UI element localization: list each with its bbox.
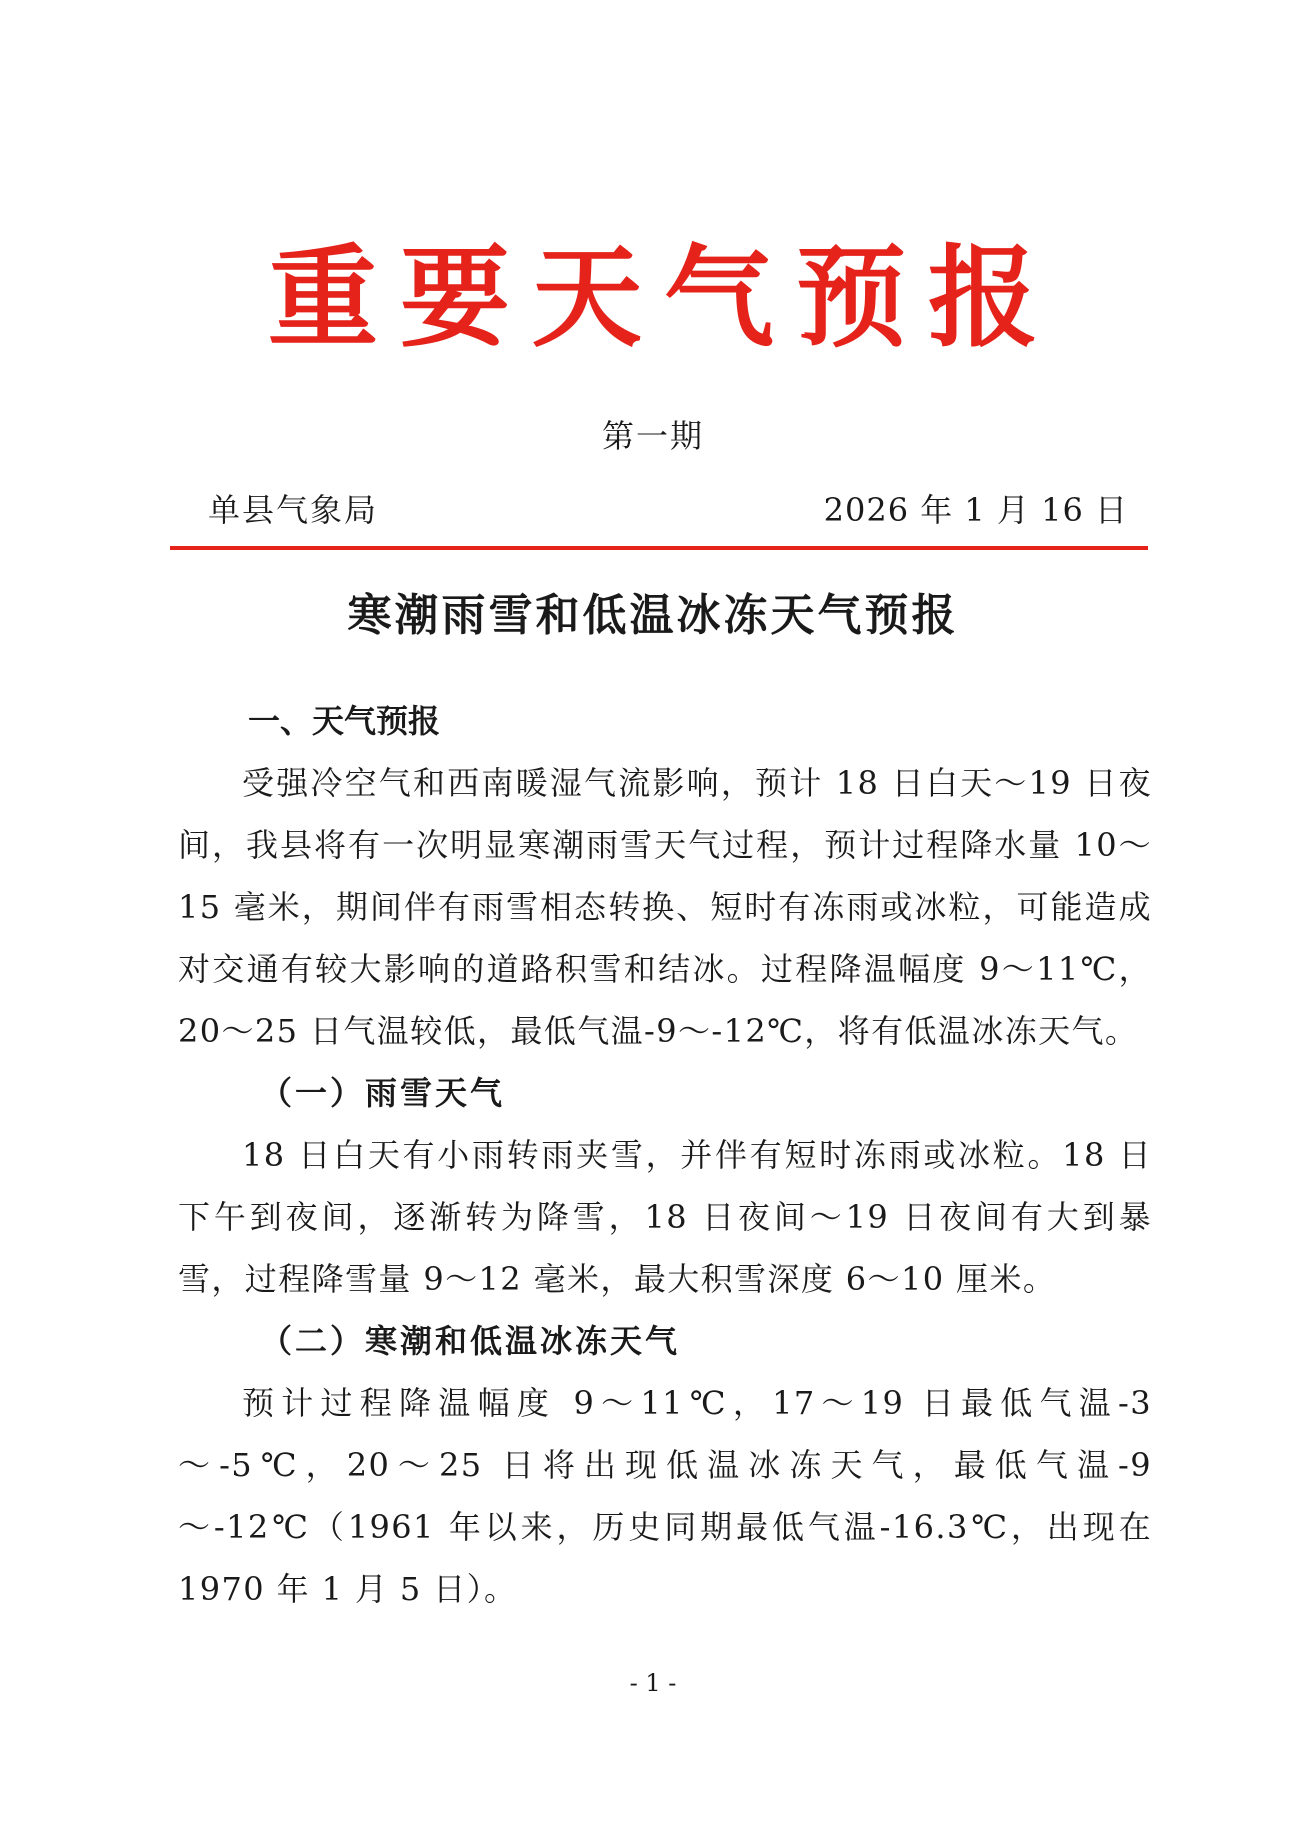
subsection-paragraph: 预计过程降温幅度 9～11℃，17～19 日最低气温-3～-5℃，20～25 日将出现低温冰冻天气，最低气温-9～-12℃（1961 年以来，历史同期最低气温-16.3℃，出现在 1970 年 1 月 5 日）。 bbox=[178, 1384, 1152, 1608]
meta-row bbox=[208, 488, 1128, 532]
document-title: 寒潮雨雪和低温冰冻天气预报 bbox=[347, 590, 959, 641]
issue-number: 第一期 bbox=[601, 417, 704, 455]
section-heading: 一、天气预报 bbox=[248, 702, 441, 740]
subsection-heading: （一）雨雪天气 bbox=[260, 1074, 506, 1112]
red-divider-rule bbox=[170, 546, 1148, 550]
masthead-title: 重要天气预报 bbox=[268, 234, 1060, 362]
section-paragraph: 受强冷空气和西南暖湿气流影响，预计 18 日白天～19 日夜间，我县将有一次明显寒潮雨雪天气过程，预计过程降水量 10～15 毫米，期间伴有雨雪相态转换、短时有冻雨或冰粒，可能造成对交通有较大影响的道路积雪和结冰。过程降温幅度 9～11℃，20～25 日气温较低，最低气温-9～-12℃，将有低温冰冻天气。 bbox=[178, 764, 1152, 1050]
page-number: - 1 - bbox=[629, 1669, 677, 1697]
subsection-heading: （二）寒潮和低温冰冻天气 bbox=[260, 1322, 681, 1360]
document-body bbox=[178, 690, 1152, 1620]
issue-date: 2026 年 1 月 16 日 bbox=[823, 491, 1128, 529]
subsection-paragraph: 18 日白天有小雨转雨夹雪，并伴有短时冻雨或冰粒。18 日下午到夜间，逐渐转为降雪，18 日夜间～19 日夜间有大到暴雪，过程降雪量 9～12 毫米，最大积雪深度 6～10 厘米。 bbox=[178, 1136, 1152, 1298]
issuer-name: 单县气象局 bbox=[208, 491, 379, 529]
